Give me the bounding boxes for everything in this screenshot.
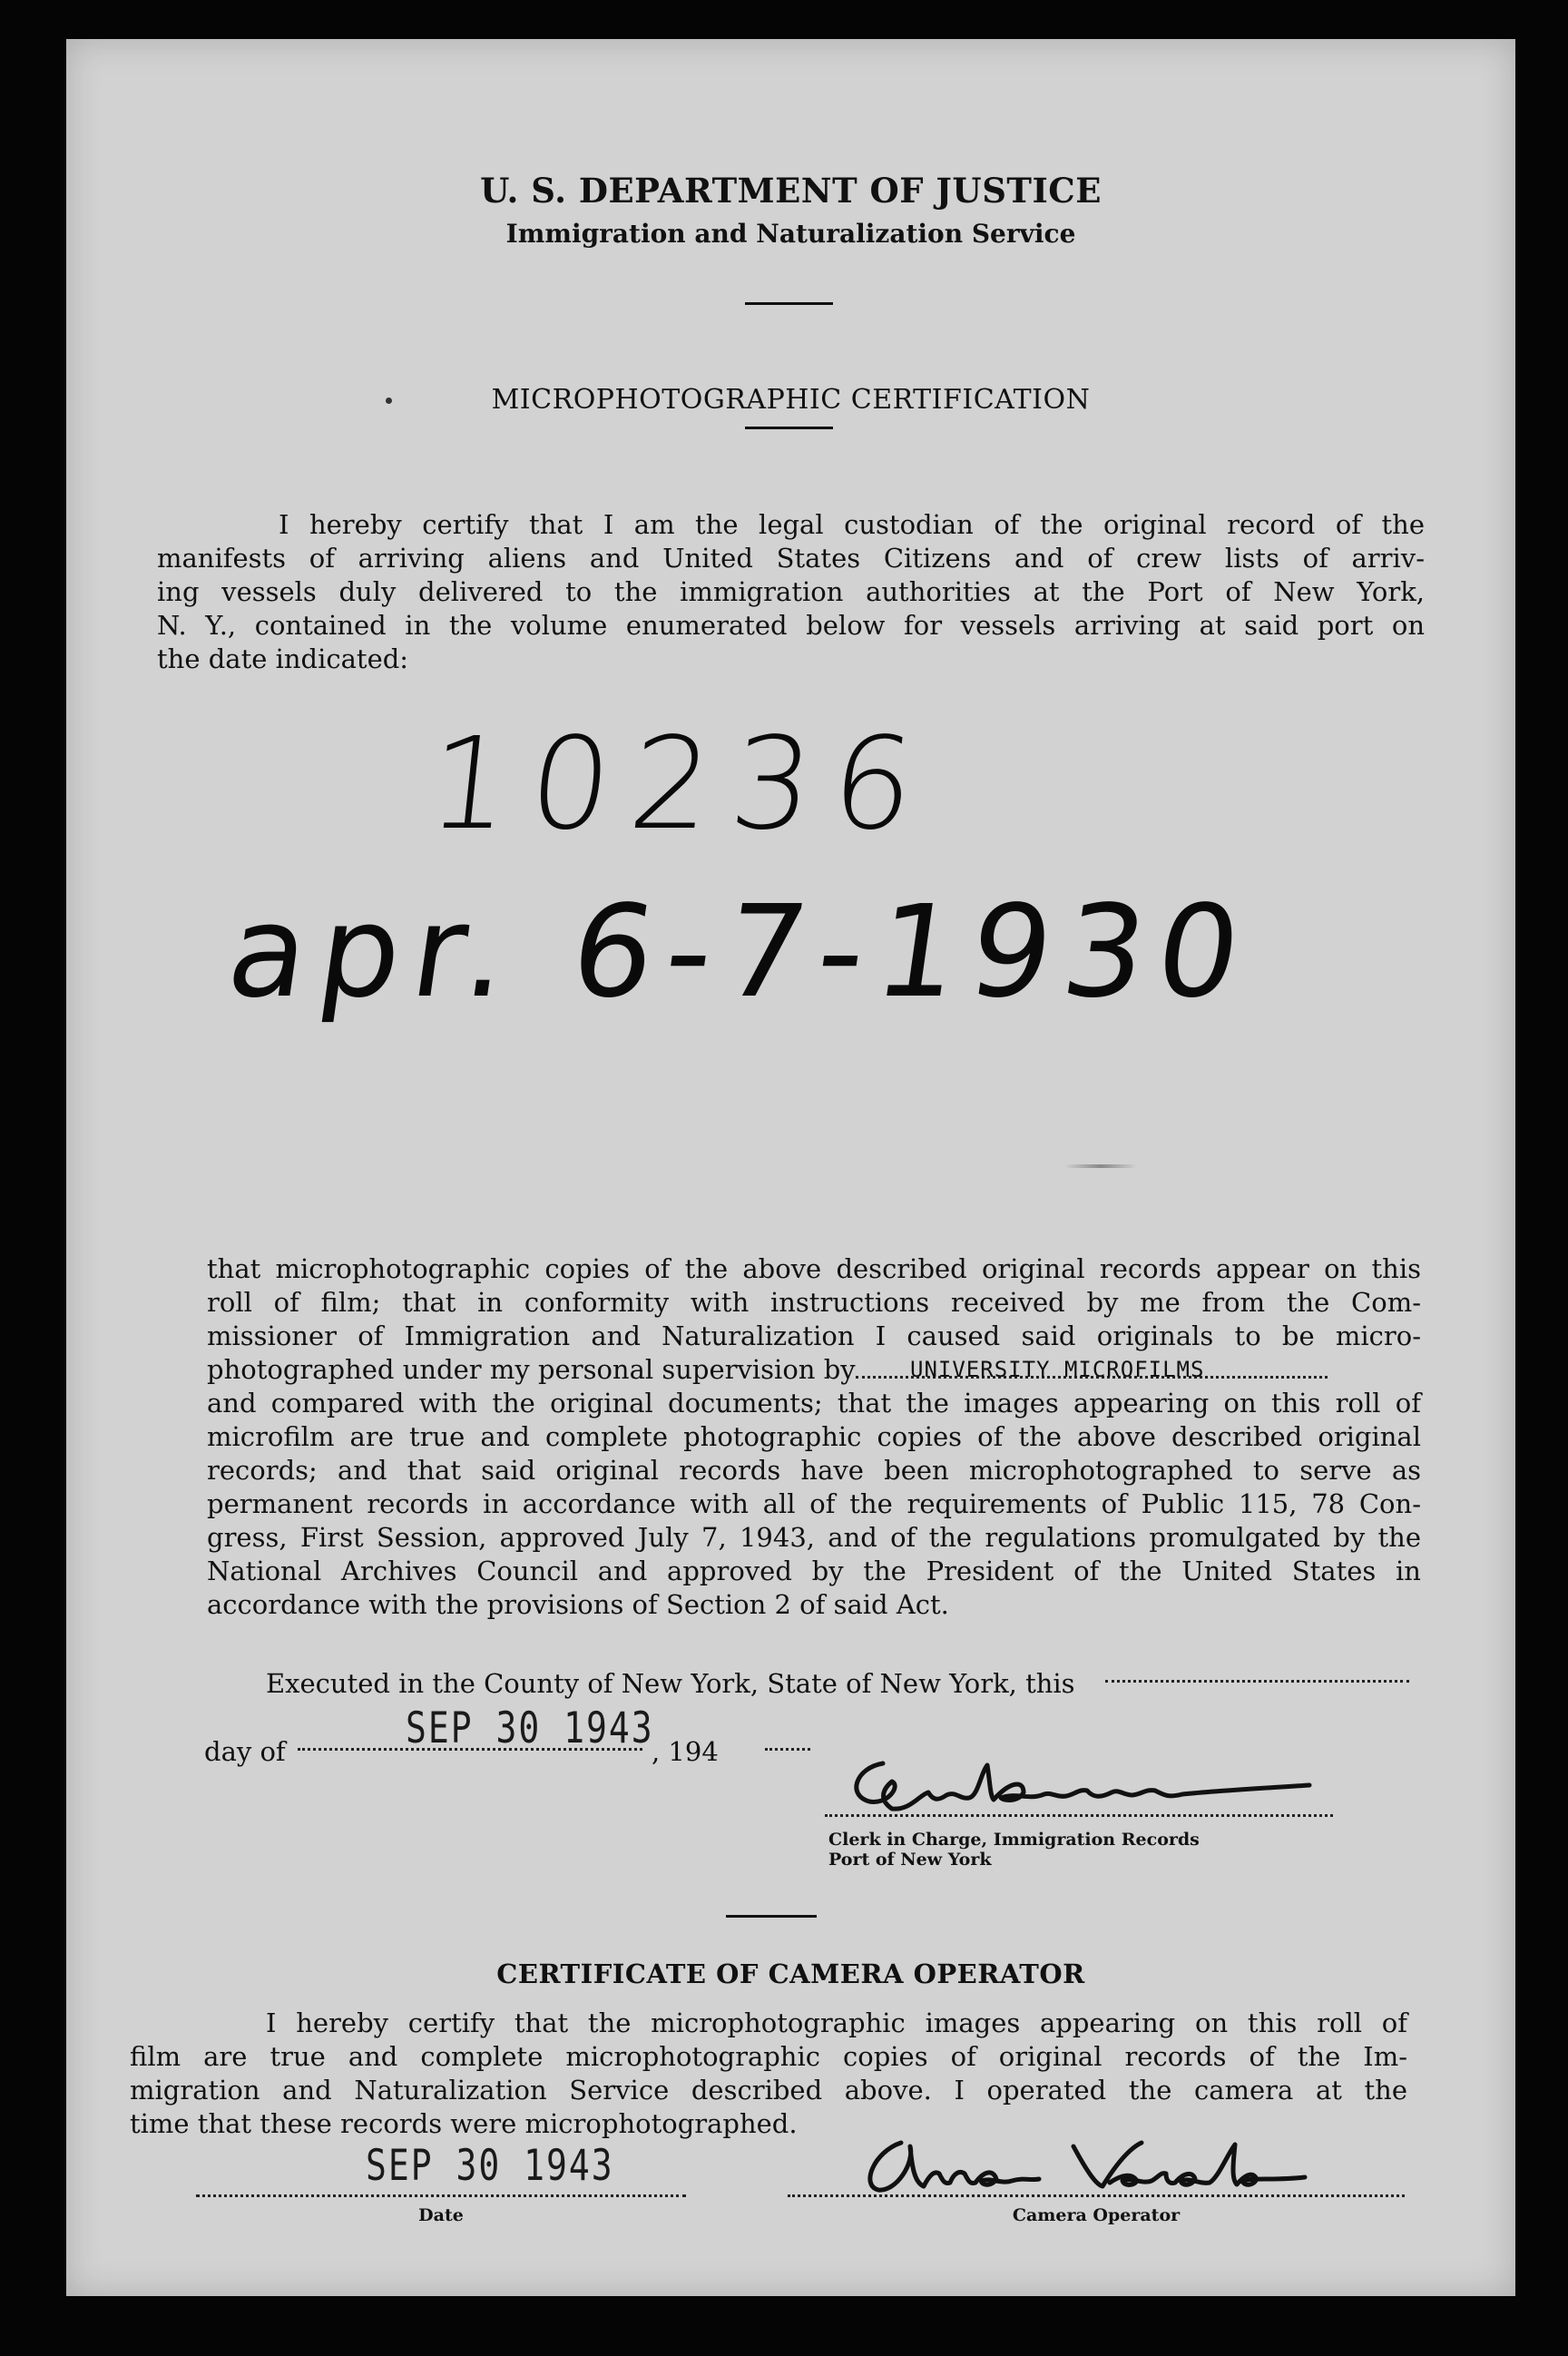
paragraph-line: and compared with the original documents; that the images appearing on this roll of [207,1388,1421,1419]
paragraph-line: manifests of arriving aliens and United States Citizens and of crew lists of arriv- [157,543,1425,574]
custodian-paragraph [157,508,1425,676]
executed-dotted-field [1105,1680,1409,1683]
divider-top [745,302,833,305]
paragraph-line: gress, First Session, approved July 7, 1943, and of the regulations promulgated by the [207,1522,1421,1553]
paragraph-line: records; and that said original records have been microphotographed to serve as [207,1455,1421,1486]
department-title: U. S. DEPARTMENT OF JUSTICE [480,171,1102,211]
paragraph-line: the date indicated: [157,643,409,674]
paragraph-line: migration and Naturalization Service described above. I operated the camera at the [130,2075,1407,2106]
year-dotted-field [765,1748,810,1751]
camera-operator-label: Camera Operator [1012,2205,1181,2225]
paragraph-line: microfilm are true and complete photographic copies of the above described original [207,1421,1421,1452]
date-label: Date [418,2205,464,2225]
paragraph-line: that microphotographic copies of the above described original records appear on this [207,1253,1421,1284]
divider-bottom [726,1915,817,1918]
clerk-title-line: Clerk in Charge, Immigration Records [828,1830,1200,1850]
stray-dot [386,398,392,404]
year-prefix: , 194 [652,1736,719,1767]
divider-middle [745,427,833,429]
paragraph-line: I hereby certify that the microphotographic images appearing on this roll of [266,2008,1407,2038]
film-smudge [1064,1164,1137,1168]
handwritten-volume-number: 10236 [421,711,941,859]
typed-supervisor-name: UNIVERSITY MICROFILMS [910,1357,1205,1382]
certification-paragraph [207,1252,1421,1622]
certification-title: MICROPHOTOGRAPHIC CERTIFICATION [491,384,1091,416]
camera-operator-paragraph [130,2007,1407,2141]
paragraph-line: National Archives Council and approved by the President of the United States in [207,1556,1421,1586]
service-subtitle: Immigration and Naturalization Service [505,219,1076,249]
supervision-text: photographed under my personal supervision by [207,1354,856,1385]
certificate-page [66,39,1515,2296]
date-dotted-line [196,2194,686,2197]
supervision-line [207,1353,1421,1387]
paragraph-line: roll of film; that in conformity with instructions received by me from the Com- [207,1287,1421,1318]
paragraph-line: film are true and complete microphotographic copies of original records of the Im- [130,2041,1407,2072]
clerk-title [828,1830,1200,1870]
paragraph-line: accordance with the provisions of Section 2 of said Act. [207,1589,949,1620]
paragraph-line: time that these records were microphotographed. [130,2108,798,2139]
date-stamp-operator: SEP 30 1943 [366,2140,614,2190]
paragraph-line: ing vessels duly delivered to the immigration authorities at the Port of New York, [157,576,1425,607]
paragraph-line: N. Y., contained in the volume enumerated below for vessels arriving at said port on [157,610,1425,641]
clerk-office-line: Port of New York [828,1850,992,1870]
date-stamp-clerk: SEP 30 1943 [406,1703,654,1752]
paragraph-line: I hereby certify that I am the legal custodian of the original record of the [279,509,1425,540]
camera-operator-dotted-line [788,2194,1405,2197]
paragraph-line: missioner of Immigration and Naturalization I caused said originals to be micro- [207,1320,1421,1351]
day-of-label: day of [204,1736,286,1767]
camera-operator-title: CERTIFICATE OF CAMERA OPERATOR [496,1958,1085,1989]
handwritten-arrival-dates: apr. 6-7-1930 [219,879,1262,1026]
clerk-signature-line [825,1814,1333,1817]
paragraph-line: permanent records in accordance with all of the requirements of Public 115, 78 Con- [207,1488,1421,1519]
executed-text: Executed in the County of New York, State of New York, this [266,1668,1075,1699]
